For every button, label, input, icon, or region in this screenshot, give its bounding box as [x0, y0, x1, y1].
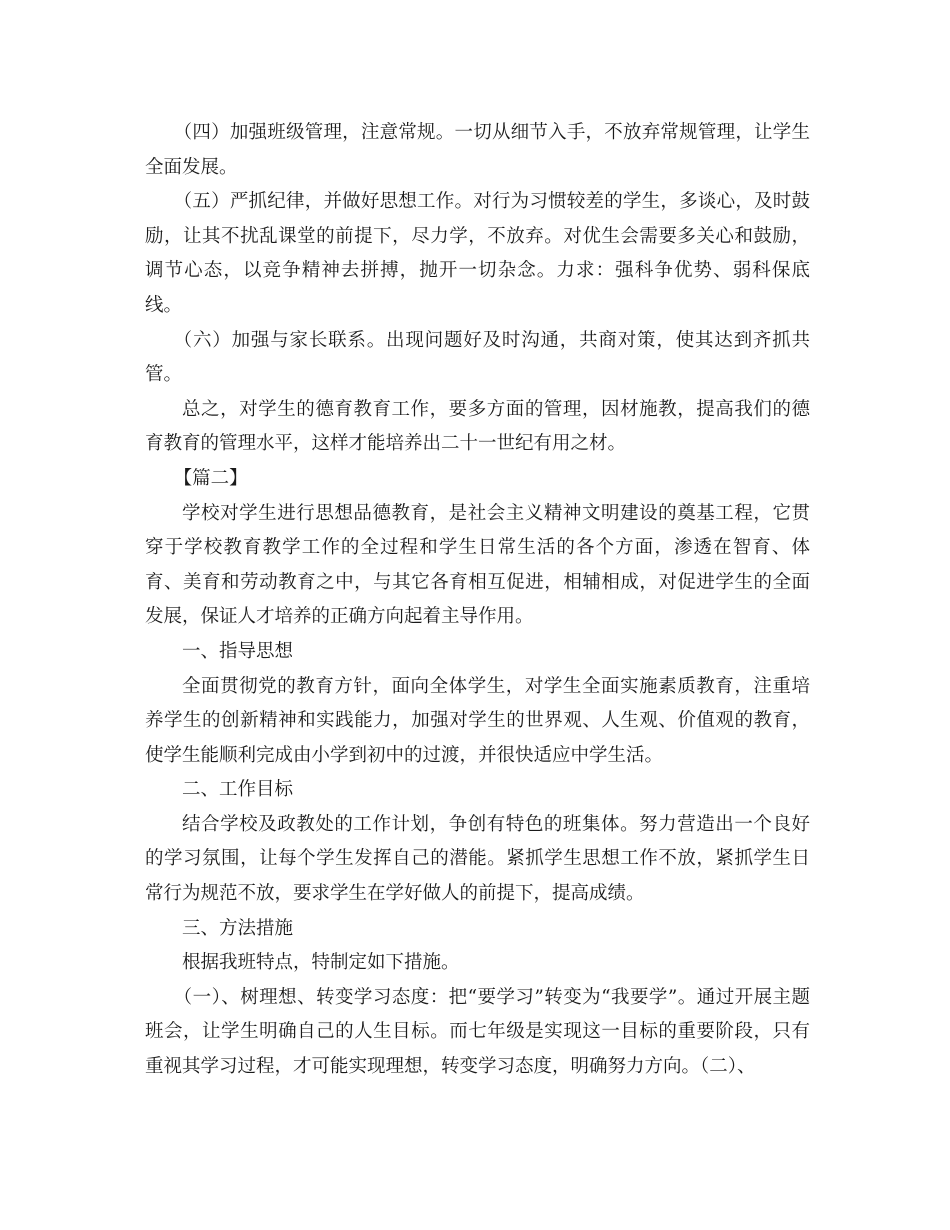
paragraph-5-discipline: （五）严抓纪律，并做好思想工作。对行为习惯较差的学生，多谈心，及时鼓励，让其不扰乱课堂的前提下，尽力学，不放弃。对优生会需要多关心和鼓励，调节心态，以竞争精神去拼搏，抛开一切杂念。力求：强科争优势、弱科保底线。 — [145, 191, 810, 316]
heading-methods: 三、方法措施 — [182, 917, 294, 939]
paragraph-methods-intro: 根据我班特点，特制定如下措施。 — [182, 952, 460, 974]
document-body — [145, 116, 810, 1085]
paragraph-4-class-management: （四）加强班级管理，注意常规。一切从细节入手，不放弃常规管理，让学生全面发展。 — [145, 122, 810, 178]
heading-work-goals: 二、工作目标 — [182, 779, 294, 801]
section-heading-part-two: 【篇二】 — [173, 467, 248, 489]
paragraph-6-parent-contact: （六）加强与家长联系。出现问题好及时沟通，共商对策，使其达到齐抓共管。 — [145, 329, 810, 386]
paragraph-summary: 总之，对学生的德育教育工作，要多方面的管理，因材施教，提高我们的德育教育的管理水平，这样才能培养出二十一世纪有用之材。 — [145, 398, 810, 455]
heading-guiding-thought: 一、指导思想 — [182, 640, 294, 662]
paragraph-guiding-thought: 全面贯彻党的教育方针，面向全体学生，对学生全面实施素质教育，注重培养学生的创新精神和实践能力，加强对学生的世界观、人生观、价值观的教育，使学生能顺利完成由小学到初中的过渡，并很快适应中学生活。 — [145, 675, 810, 766]
paragraph-work-goals: 结合学校及政教处的工作计划，争创有特色的班集体。努力营造出一个良好的学习氛围，让每个学生发挥自己的潜能。紧抓学生思想工作不放，紧抓学生日常行为规范不放，要求学生在学好做人的前提下，提高成绩。 — [145, 813, 810, 905]
paragraph-part-two-intro: 学校对学生进行思想品德教育，是社会主义精神文明建设的奠基工程，它贯穿于学校教育教学工作的全过程和学生日常生活的各个方面，渗透在智育、体育、美育和劳动教育之中，与其它各育相互促进，相辅相成，对促进学生的全面发展，保证人才培养的正确方向起着主导作用。 — [145, 502, 810, 628]
paragraph-method-1: （一）、树理想、转变学习态度：把“要学习”转变为“我要学”。通过开展主题班会，让学生明确自己的人生目标。而七年级是实现这一目标的重要阶段，只有重视其学习过程，才可能实现理想，转变学习态度，明确努力方向。（二）、 — [145, 986, 810, 1078]
